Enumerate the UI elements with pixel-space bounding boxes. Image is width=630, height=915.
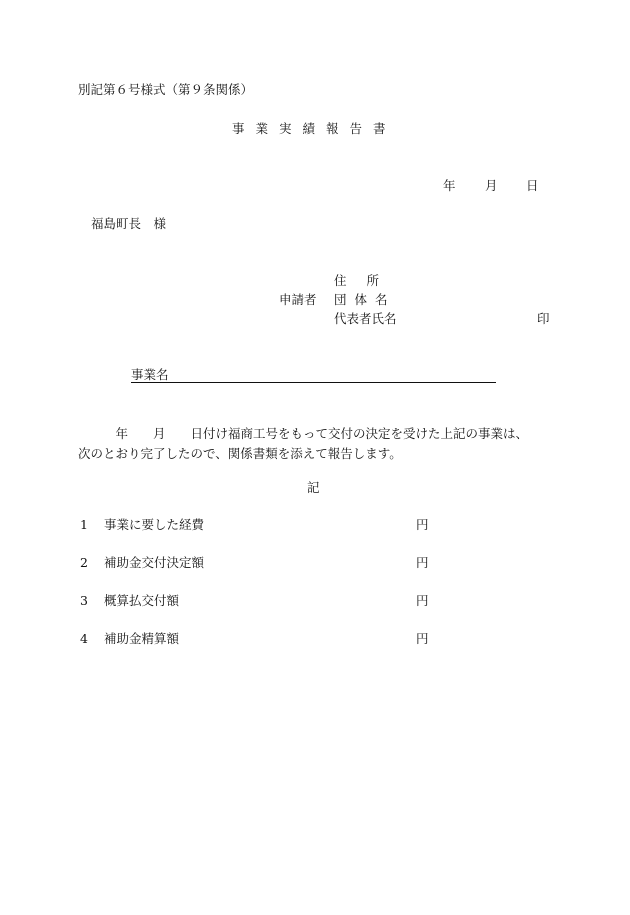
body-line-2: 次のとおり完了したので、関係書類を添えて報告します。 (78, 446, 402, 461)
date-day-label: 日 (526, 178, 539, 193)
item-label: 概算払交付額 (104, 593, 180, 608)
item-number: 4 (80, 631, 88, 646)
item-number: 1 (80, 517, 88, 532)
ki-heading: 記 (307, 480, 320, 495)
item-unit: 円 (416, 593, 429, 608)
item-unit: 円 (416, 631, 429, 646)
document-title: 事業実績報告書 (232, 121, 397, 136)
item-number: 2 (80, 555, 88, 570)
date-year-label: 年 (443, 178, 456, 193)
seal-mark: 印 (537, 311, 550, 326)
applicant-label: 申請者 (279, 292, 317, 307)
form-reference: 別記第６号様式（第９条関係） (78, 82, 254, 97)
address-label: 住所 (334, 273, 400, 288)
item-unit: 円 (416, 517, 429, 532)
date-month-label: 月 (485, 178, 498, 193)
item-unit: 円 (416, 555, 429, 570)
group-name-label: 団体名 (334, 292, 396, 307)
item-label: 補助金交付決定額 (104, 555, 205, 570)
project-name-underline (131, 382, 496, 383)
body-line-1: 年 月 日付け福商工号をもって交付の決定を受けた上記の事業は、 (78, 426, 529, 441)
item-label: 事業に要した経費 (104, 517, 205, 532)
item-label: 補助金精算額 (104, 631, 180, 646)
addressee: 福島町長 様 (91, 216, 167, 231)
body-paragraph (78, 424, 558, 464)
item-number: 3 (80, 593, 88, 608)
representative-label: 代表者氏名 (334, 311, 397, 326)
project-name-label: 事業名 (131, 367, 169, 382)
